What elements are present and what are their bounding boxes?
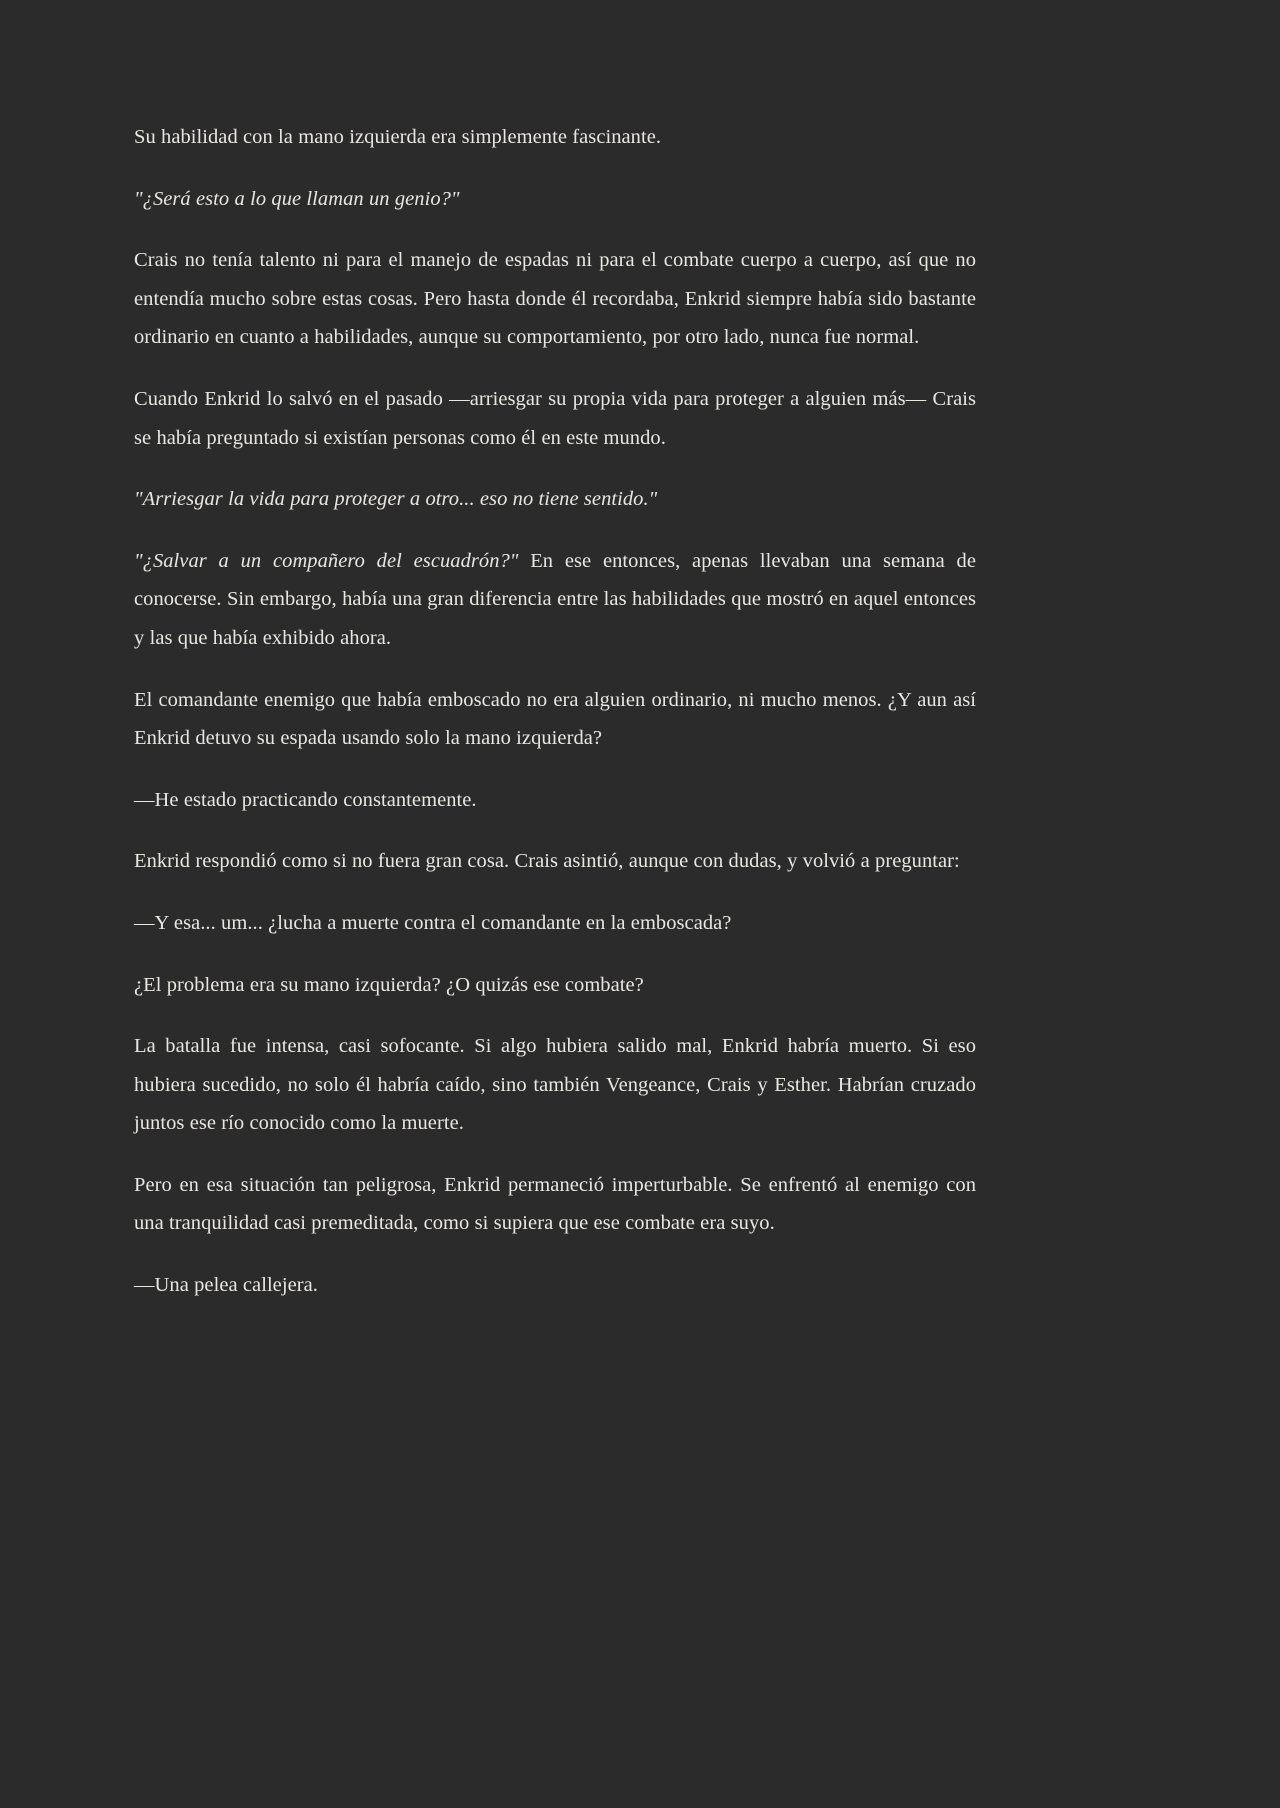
- paragraph-7: El comandante enemigo que había emboscado no era alguien ordinario, ni mucho menos. ¿Y aun así Enkrid detuvo su espada usando solo la mano izquierda?: [134, 688, 976, 750]
- paragraph-1: Su habilidad con la mano izquierda era simplemente fascinante.: [134, 126, 662, 148]
- paragraph-8-dialogue: —He estado practicando constantemente.: [134, 788, 477, 811]
- paragraph-5-inner-thought: "Arriesgar la vida para proteger a otro... eso no tiene sentido.": [134, 488, 658, 511]
- paragraph-6-mixed: [134, 542, 976, 658]
- paragraph-10-dialogue: —Y esa... um... ¿lucha a muerte contra el comandante en la emboscada?: [134, 911, 732, 934]
- paragraph-4: Cuando Enkrid lo salvó en el pasado —arriesgar su propia vida para proteger a alguien más— Crais se había preguntado si existían personas como él en este mundo.: [134, 387, 976, 449]
- paragraph-6-body: En ese entonces, apenas llevaban una semana de conocerse. Sin embargo, había una gran diferencia entre las habilidades que mostró en aquel entonces y las que había exhibido ahora.: [134, 549, 977, 649]
- paragraph-11-question: ¿El problema era su mano izquierda? ¿O quizás ese combate?: [134, 973, 644, 996]
- paragraph-3: Crais no tenía talento ni para el manejo de espadas ni para el combate cuerpo a cuerpo, así que no entendía mucho sobre estas cosas. Pero hasta donde él recordaba, Enkrid siempre había sido bastante ordinario en cuanto a habilidades, aunque su comportamiento, por otro lado, nunca fue normal.: [134, 249, 976, 349]
- paragraph-9: Enkrid respondió como si no fuera gran cosa. Crais asintió, aunque con dudas, y volvió a preguntar:: [134, 850, 960, 873]
- paragraph-12: La batalla fue intensa, casi sofocante. Si algo hubiera salido mal, Enkrid habría muerto. Si eso hubiera sucedido, no solo él habría caído, sino también Vengeance, Crais y Esther. Habrían cruzado juntos ese río conocido como la muerte.: [134, 1035, 976, 1135]
- paragraph-6-italic-lead: "¿Salvar a un compañero del escuadrón?": [134, 549, 519, 572]
- reader-text-column: [134, 0, 976, 1305]
- paragraph-14-dialogue: —Una pelea callejera.: [134, 1274, 318, 1297]
- paragraph-2-inner-thought: "¿Será esto a lo que llaman un genio?": [134, 187, 460, 210]
- paragraph-13: Pero en esa situación tan peligrosa, Enkrid permaneció imperturbable. Se enfrentó al enemigo con una tranquilidad casi premeditada, como si supiera que ese combate era suyo.: [134, 1173, 976, 1235]
